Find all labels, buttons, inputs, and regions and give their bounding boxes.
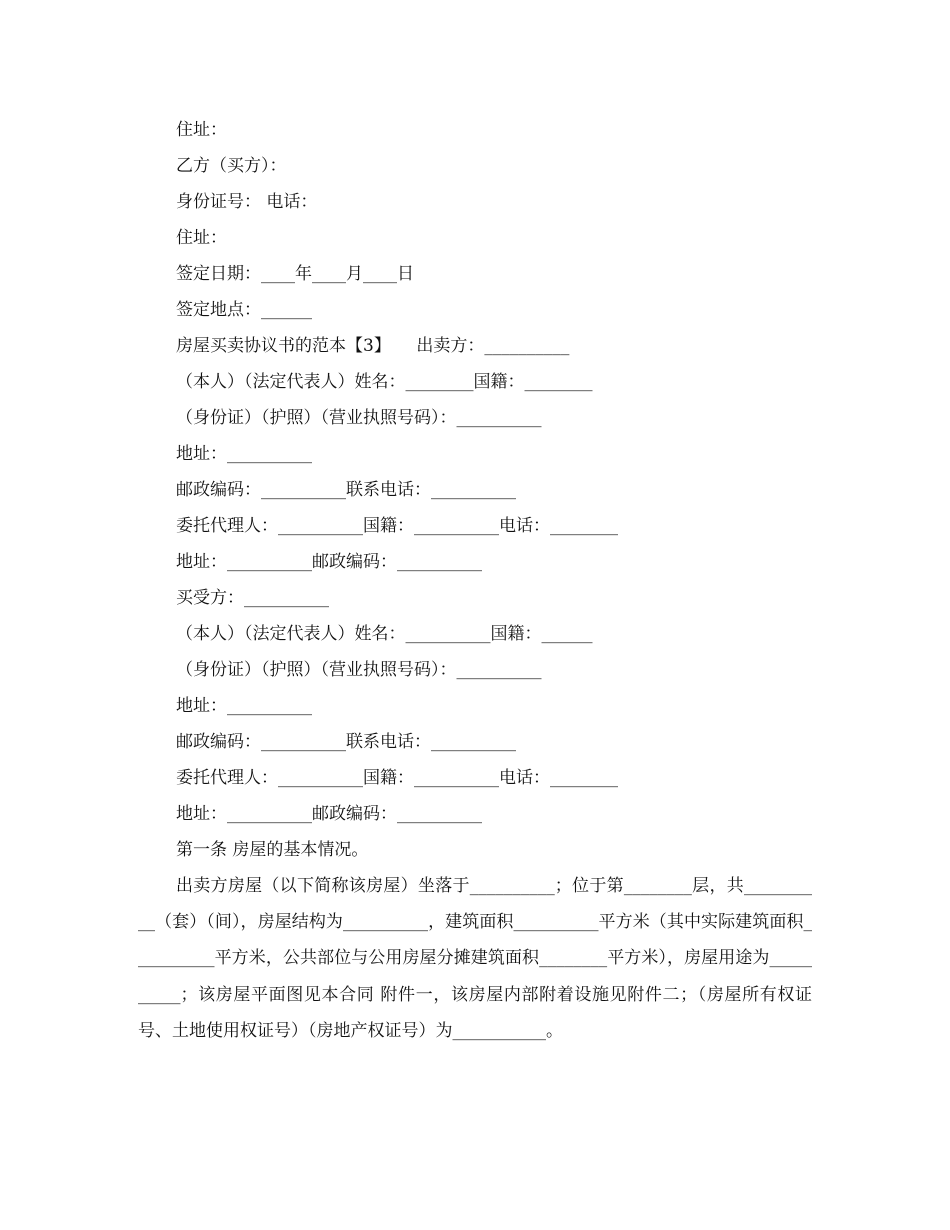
text-line: 地址：__________ (176, 444, 312, 464)
text-line: 乙方（买方）： (176, 156, 287, 176)
text-line: 邮政编码：__________联系电话：__________ (176, 732, 516, 752)
text-line: 地址：__________邮政编码：__________ (176, 552, 482, 572)
article-heading: 第一条 房屋的基本情况。 (176, 840, 369, 860)
text-line: 签定日期：____年____月____日 (176, 264, 414, 284)
text-line: 地址：__________ (176, 696, 312, 716)
text-line: （身份证）（护照）（营业执照号码）：__________ (176, 660, 542, 680)
text-line: 委托代理人：__________国籍：__________电话：________ (176, 768, 618, 788)
text-line: 地址：__________邮政编码：__________ (176, 804, 482, 824)
section-heading: 房屋买卖协议书的范本【3】 出卖方：__________ (176, 336, 570, 356)
text-line: 签定地点：______ (176, 300, 312, 320)
text-line: 邮政编码：__________联系电话：__________ (176, 480, 516, 500)
text-line: 身份证号： 电话： (176, 192, 318, 212)
text-line: （本人）（法定代表人）姓名：________国籍：________ (176, 372, 593, 392)
text-line: 住址： (176, 120, 227, 140)
text-line: 买受方：__________ (176, 588, 329, 608)
text-line: （本人）（法定代表人）姓名：__________国籍：______ (176, 624, 593, 644)
text-line: 委托代理人：__________国籍：__________电话：________ (176, 516, 618, 536)
document-body (138, 112, 812, 1049)
text-line: （身份证）（护照）（营业执照号码）：__________ (176, 408, 542, 428)
body-paragraph: 出卖方房屋（以下简称该房屋）坐落于__________；位于第________层，共__________（套）（间），房屋结构为__________，建筑面积__________平方米（其中实际建筑面积__________平方米，公共部位与公用房屋分摊建筑面积________平方米），房屋用途为__________；该房屋平面图见本合同 附件一，该房屋内部附着设施见附件二；（房屋所有权证号、土地使用权证号）（房地产权证号）为___________。 (138, 876, 812, 1041)
text-line: 住址： (176, 228, 227, 248)
